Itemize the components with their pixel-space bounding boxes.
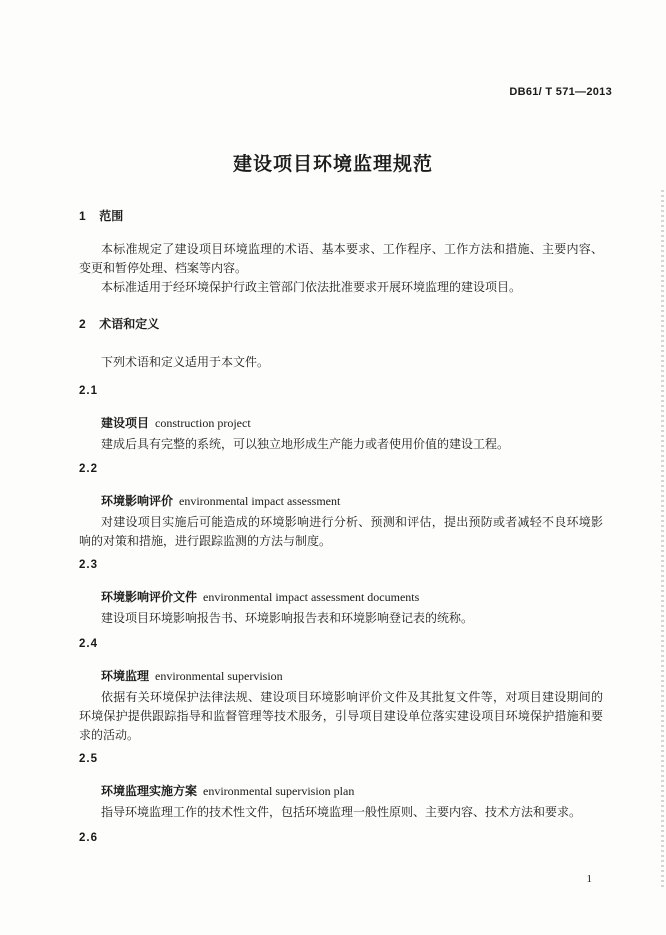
section-2-heading (79, 315, 159, 332)
term-2-5-heading (101, 782, 354, 799)
term-2-2-definition: 对建设项目实施后可能造成的环境影响进行分析、预测和评估，提出预防或者减轻不良环境影响的对策和措施，进行跟踪监测的方法与制度。 (79, 515, 603, 548)
section-1-heading (79, 207, 123, 224)
term-2-3-number: 2.3 (79, 559, 98, 571)
term-2-5-en: environmental supervision plan (203, 784, 355, 798)
section-2-number: 2 (79, 317, 86, 331)
term-2-5-definition: 指导环境监理工作的技术性文件，包括环境监理一般性原则、主要内容、技术方法和要求。 (101, 805, 582, 819)
term-2-2-zh: 环境影响评价 (101, 494, 174, 508)
term-2-3-en: environmental impact assessment documents (203, 590, 420, 604)
term-2-3-definition: 建设项目环境影响报告书、环境影响报告表和环境影响登记表的统称。 (101, 611, 474, 625)
term-2-5-number: 2.5 (79, 753, 98, 765)
document-number: DB61/ T 571—2013 (509, 86, 612, 98)
term-2-1-heading (101, 414, 251, 431)
term-2-2-number: 2.2 (79, 463, 98, 475)
term-2-2-heading (101, 492, 340, 509)
term-2-3-heading (101, 588, 419, 605)
term-2-1-zh: 建设项目 (101, 416, 150, 430)
term-2-4-number: 2.4 (79, 638, 98, 650)
scan-edge-shadow (661, 190, 664, 890)
page-title: 建设项目环境监理规范 (232, 153, 433, 175)
term-2-1-en: construction project (155, 416, 251, 430)
section-2-intro: 下列术语和定义适用于本文件。 (101, 355, 270, 369)
term-2-4-heading (101, 667, 283, 684)
section-1-paragraph-1: 本标准规定了建设项目环境监理的术语、基本要求、工作程序、工作方法和措施、主要内容、变更和暂停处理、档案等内容。 (79, 242, 603, 275)
term-2-2-en: environmental impact assessment (179, 494, 341, 508)
term-2-6-number: 2.6 (79, 832, 98, 844)
term-2-5-zh: 环境监理实施方案 (101, 784, 198, 798)
term-2-4-en: environmental supervision (155, 669, 283, 683)
section-1-title: 范围 (99, 209, 124, 223)
section-2-title: 术语和定义 (99, 317, 160, 331)
section-1-paragraph-2: 本标准适用于经环境保护行政主管部门依法批准要求开展环境监理的建设项目。 (101, 280, 522, 294)
section-1-number: 1 (79, 209, 86, 223)
term-2-4-definition: 依据有关环境保护法律法规、建设项目环境影响评价文件及其批复文件等，对项目建设期间的环境保护提供跟踪指导和监督管理等技术服务，引导项目建设单位落实建设项目环境保护措施和要求的活动。 (79, 690, 603, 742)
page-number: 1 (586, 873, 592, 885)
term-2-3-zh: 环境影响评价文件 (101, 590, 198, 604)
term-2-1-definition: 建成后具有完整的系统，可以独立地形成生产能力或者使用价值的建设工程。 (101, 437, 510, 451)
term-2-1-number: 2.1 (79, 385, 98, 397)
term-2-4-zh: 环境监理 (101, 669, 150, 683)
